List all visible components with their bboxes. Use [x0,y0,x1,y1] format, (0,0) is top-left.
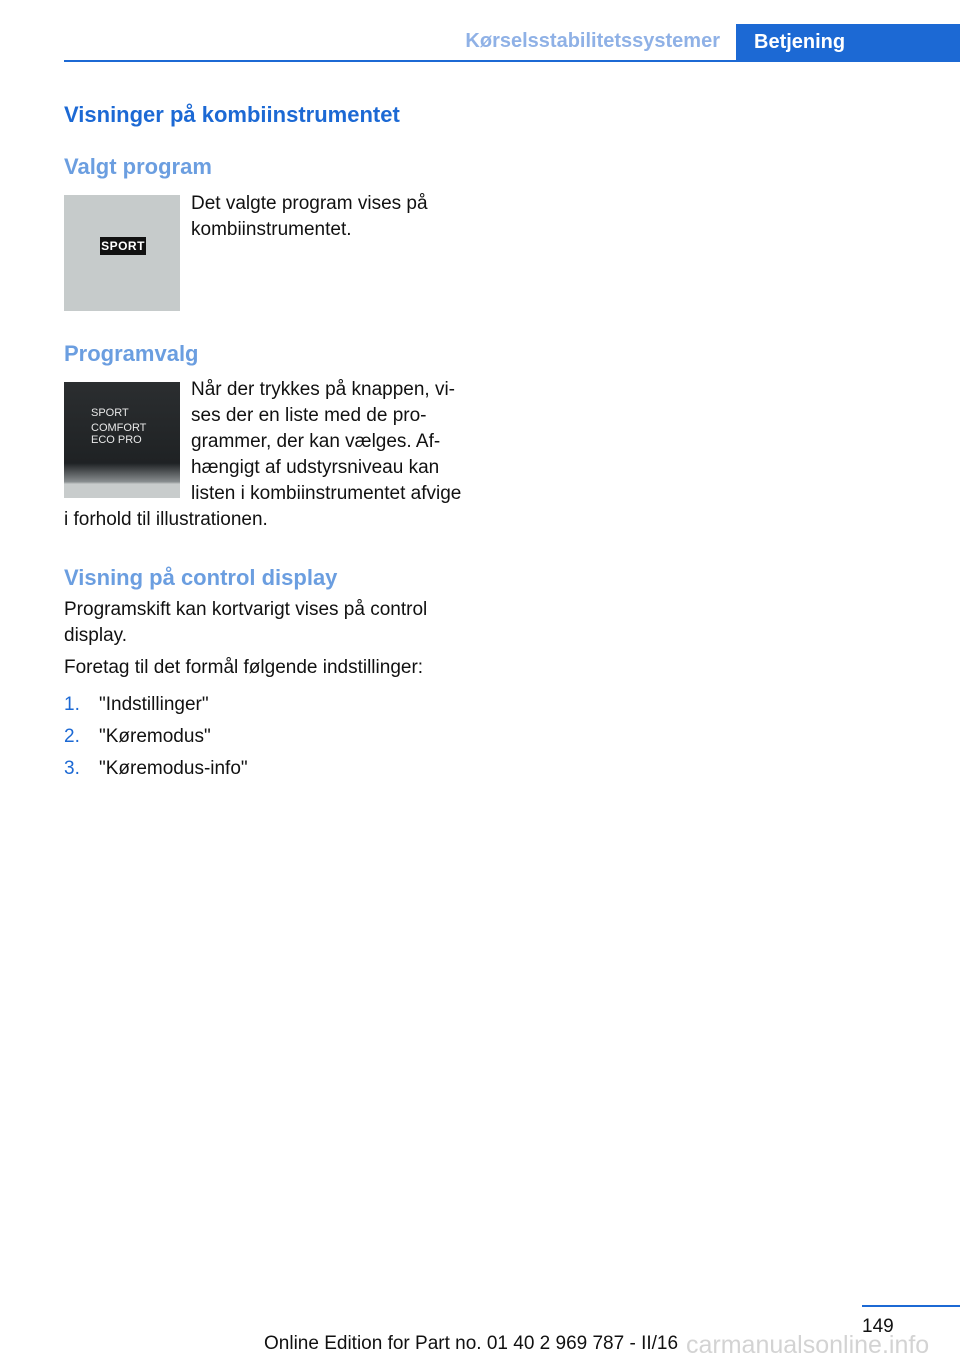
text-line: ses der en liste med de pro- [191,405,427,426]
text-line: display. [64,625,128,646]
sport-display-image [64,195,180,311]
step-text: "Køremodus" [99,726,211,747]
text-line: Det valgte program vises på [191,193,428,214]
watermark: carmanualsonline.info [686,1331,930,1359]
step-number: 3. [64,758,80,779]
control-intro: Foretag til det formål følgende indstillinger: [64,657,424,678]
control-paragraph [64,597,427,649]
step-text: "Køremodus-info" [99,758,248,779]
text-line: kombiinstrumentet. [191,219,352,240]
menu-item-comfort: COMFORT [91,422,147,434]
text-line: Når der trykkes på knappen, vi- [191,379,456,400]
programvalg-paragraph [191,377,461,507]
step-text: "Indstillinger" [99,694,209,715]
list-item [64,724,248,756]
valgt-paragraph [191,191,428,243]
menu-item-sport: SPORT [91,407,129,419]
text-line: listen i kombiinstrumentet afvige [191,483,462,504]
programvalg-paragraph-end: i forhold til illustrationen. [64,509,268,530]
section-title-valgt: Valgt program [64,154,212,179]
edition-footer: Online Edition for Part no. 01 40 2 969 787 - II/16 [264,1333,679,1354]
page-number: 149 [862,1316,894,1337]
list-item [64,692,248,724]
page-heading: Visninger på kombiinstrumentet [64,102,400,127]
section-title-programvalg: Programvalg [64,341,199,366]
header-chapter-tab: Betjening [736,24,960,62]
footer-rule [862,1305,960,1307]
program-menu-image [64,382,180,498]
step-number: 1. [64,694,80,715]
text-line: grammer, der kan vælges. Af- [191,431,441,452]
header-section-title: Kørselsstabilitetssystemer [465,30,720,52]
list-item [64,756,248,788]
steps-list [64,692,248,788]
text-line: hængigt af udstyrsniveau kan [191,457,440,478]
step-number: 2. [64,726,80,747]
sport-badge: SPORT [101,239,145,253]
menu-item-ecopro: ECO PRO [91,434,142,446]
header-rule [64,60,960,62]
text-line: Programskift kan kortvarigt vises på control [64,599,428,620]
section-title-control-display: Visning på control display [64,565,338,590]
